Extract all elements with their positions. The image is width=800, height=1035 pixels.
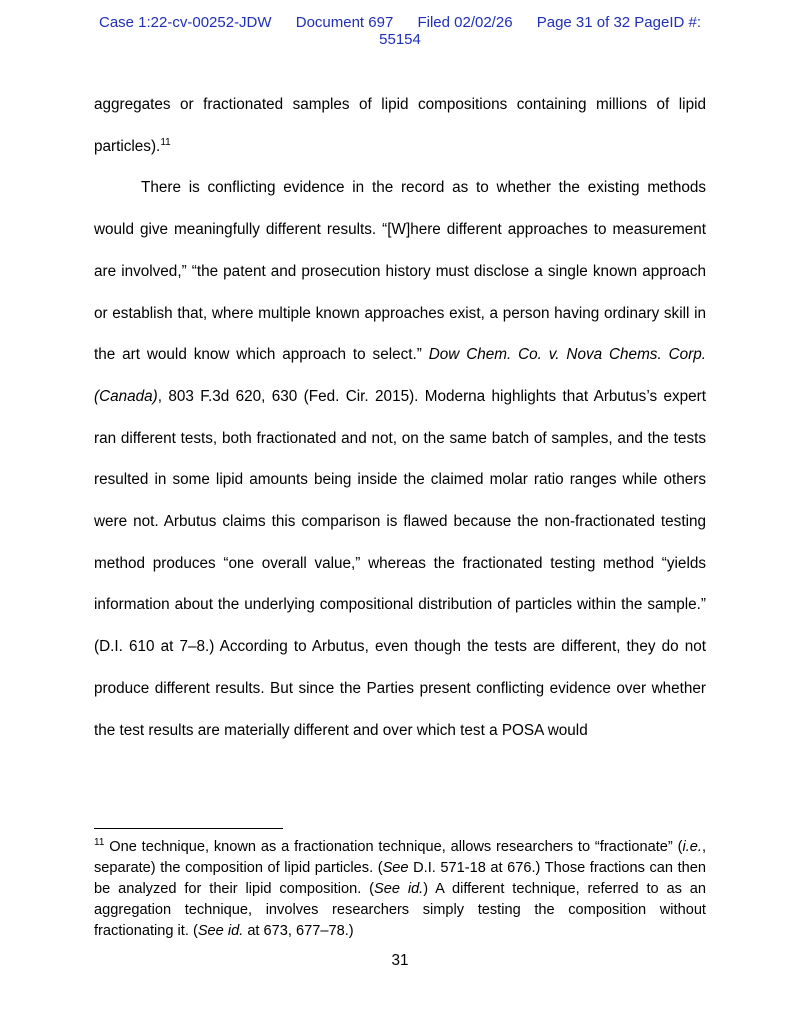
page-info: Page 31 of 32 PageID #: bbox=[536, 14, 702, 31]
footnote-see-1: See bbox=[382, 860, 409, 876]
page-id: 55154 bbox=[379, 31, 421, 48]
filed-date: Filed 02/02/26 bbox=[417, 14, 513, 31]
footnote-text-1: One technique, known as a fractionation technique, allows researchers to “fractionate” ( bbox=[104, 839, 683, 855]
footnote-text-3: D.I. 571-18 at 676.) Those fractions can then be analyzed for their lipid composition. ( bbox=[94, 860, 707, 897]
footnote-text-5: at 673, 677–78.) bbox=[243, 923, 354, 939]
case-citation: Dow Chem. Co. v. Nova Chems. Corp. (Canada) bbox=[94, 346, 706, 405]
document-number: Document 697 bbox=[295, 14, 394, 31]
footnote-number: 11 bbox=[94, 837, 105, 849]
case-header bbox=[0, 14, 800, 48]
footnote-divider bbox=[94, 828, 283, 829]
paragraph-2-text-a: There is conflicting evidence in the record as to whether the existing methods would give meaningfully different results. “[W]here different approaches to measurement are involved,” “the patent and prosecution history must disclose a single known approach or establish that, where multiple known approaches exist, a person having ordinary skill in the art would know which approach to select.” bbox=[94, 179, 706, 364]
paragraph-1-text: aggregates or fractionated samples of lipid compositions containing millions of lipid particles). bbox=[94, 96, 706, 155]
page-number: 31 bbox=[391, 952, 409, 969]
paragraph-2-text-b: , 803 F.3d 620, 630 (Fed. Cir. 2015). Moderna highlights that Arbutus’s expert ran different tests, both fractionated and not, on the same batch of samples, and the tests resulted in some lipid amounts being inside the claimed molar ratio ranges while others were not. Arbutus claims this comparison is flawed because the non-fractionated testing method produces “one overall value,” whereas the fractionated testing method “yields information about the underlying compositional distribution of particles within the sample.” (D.I. 610 at 7–8.) According to Arbutus, even though the tests are different, they do not produce different results. But since the Parties present conflicting evidence over whether the test results are materially different and over which test a POSA would bbox=[94, 387, 706, 739]
footnote-ref-11[interactable]: 11 bbox=[160, 136, 171, 148]
footnote-11 bbox=[94, 837, 706, 942]
footnote-text-4: ) A different technique, referred to as an aggregation technique, involves researchers simply testing the composition without fractionating it. ( bbox=[94, 881, 706, 939]
footnote-see-3: See id. bbox=[197, 923, 244, 939]
paragraph-1 bbox=[94, 84, 706, 167]
case-number: Case 1:22-cv-00252-JDW bbox=[98, 14, 272, 31]
paragraph-2 bbox=[94, 167, 706, 751]
footnote-see-2: See id. bbox=[374, 881, 424, 897]
footnote-text-2: , separate) the composition of lipid particles. ( bbox=[94, 839, 706, 876]
footnote-ie: i.e. bbox=[682, 839, 702, 855]
body-text bbox=[94, 84, 706, 751]
